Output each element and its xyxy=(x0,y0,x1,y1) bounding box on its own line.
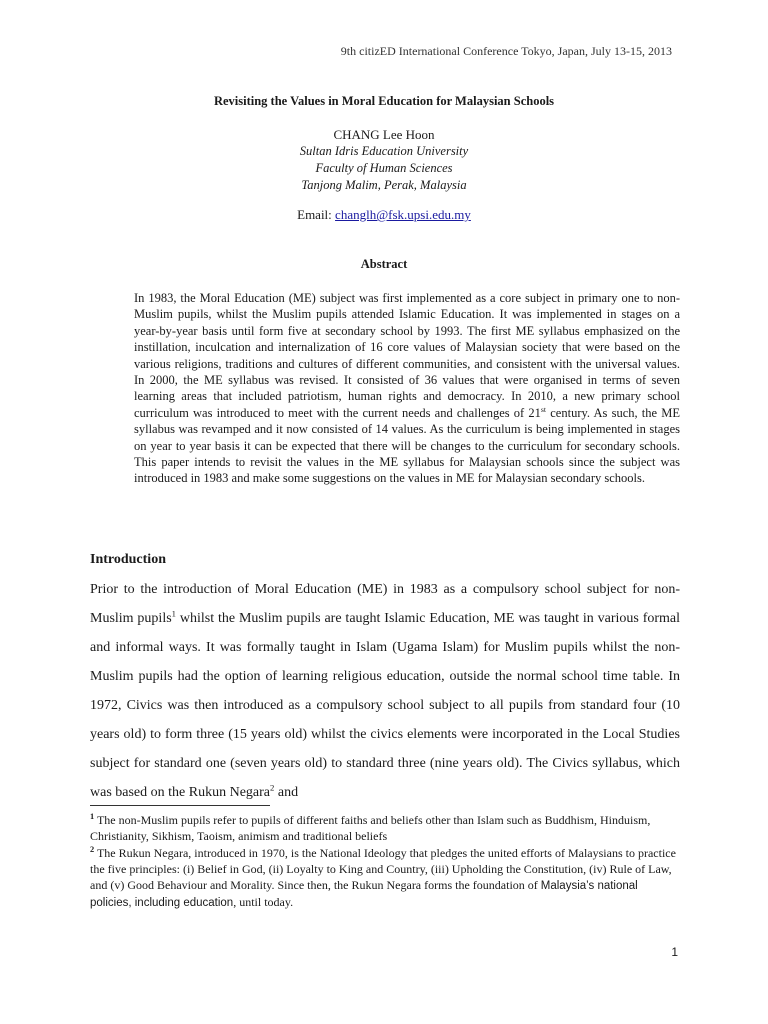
abstract-heading: Abstract xyxy=(360,257,408,271)
author-name: CHANG Lee Hoon xyxy=(333,127,435,142)
footnote-1-text: The non-Muslim pupils refer to pupils of different faiths and beliefs other than Islam such as Buddhism, Hinduism, Christianity, Sikhism, Taoism, animism and traditional beliefs xyxy=(90,813,651,844)
footnote-1 xyxy=(90,812,680,845)
email-link[interactable]: changlh@fsk.upsi.edu.my xyxy=(335,207,471,222)
affiliation-location: Tanjong Malim, Perak, Malaysia xyxy=(301,178,467,192)
author-block xyxy=(0,126,768,194)
email-line xyxy=(0,207,768,223)
footnote-ref-1[interactable]: 1 xyxy=(171,608,177,619)
introduction-heading: Introduction xyxy=(90,552,166,567)
email-label: Email: xyxy=(297,207,332,222)
abstract-text xyxy=(134,290,680,487)
footnotes xyxy=(90,812,680,912)
affiliation-university: Sultan Idris Education University xyxy=(299,144,469,158)
footnote-2-mark: 2 xyxy=(90,844,95,854)
introduction-text-part3: and xyxy=(274,785,299,800)
affiliation-faculty: Faculty of Human Sciences xyxy=(315,161,453,175)
paper-title: Revisiting the Values in Moral Education for Malaysian Schools xyxy=(213,94,555,108)
footnote-2-end: , until today. xyxy=(233,895,294,910)
footnote-2-text: The Rukun Negara, introduced in 1970, is the National Ideology that pledges the united efforts of Malaysians to practice the five principles: (i) Belief in God, (ii) Loyalty to King and Country, (iii) Upholding the Constitution, (iv) Rule of Law, and (v) Good Behaviour and Morality. Since then, the Rukun Negara forms the foundation of xyxy=(90,845,676,893)
introduction-text xyxy=(90,575,680,807)
abstract-text-part2: century. As such, the ME syllabus was revamped and it now consisted of 14 values. As the curriculum is being implemented in stages on year to year basis it can be expected that there will be changes to the curriculum for secondary schools. This paper intends to revisit the values in the ME syllabus for Malaysian schools since the subject was introduced in 1983 and make some suggestions on the values in ME for Malaysian secondary schools. xyxy=(134,405,681,486)
introduction-text-part1: Prior to the introduction of Moral Education (ME) in 1983 as a compulsory school subject for non-Muslim pupils xyxy=(90,582,680,626)
footnote-2 xyxy=(90,845,680,912)
page-number: 1 xyxy=(671,945,678,959)
footnote-2-tail: Malaysia’s national policies, including education xyxy=(90,880,638,910)
footnote-divider xyxy=(90,805,270,806)
footnote-ref-2[interactable]: 2 xyxy=(270,782,275,793)
abstract-text-part1: In 1983, the Moral Education (ME) subject was first implemented as a core subject in primary one to non-Muslim pupils, whilst the Muslim pupils attended Islamic Education. It was implemented in stages on a year-by-year basis until form five at secondary school by 1993. The first ME syllabus emphasized on the instillation, inculcation and internalization of 16 core values of Malaysian society that were based on the various religions, traditions and cultures of different communities, and consistent with the universal values. In 2000, the ME syllabus was revised. It consisted of 36 values that were organised in terms of seven learning areas that included patriotism, human rights and democracy. In 2010, a new primary school curriculum was introduced to meet with the current needs and challenges of 21 xyxy=(134,291,680,420)
ordinal-superscript: st xyxy=(540,404,547,414)
running-header: 9th citizED International Conference Tokyo, Japan, July 13-15, 2013 xyxy=(340,44,672,58)
footnote-1-mark: 1 xyxy=(90,812,95,821)
introduction-text-part2: whilst the Muslim pupils are taught Islamic Education, ME was taught in various formal and informal ways. It was formally taught in Islam (Ugama Islam) for Muslim pupils whilst the non-Muslim pupils had the option of learning religious education, outside the normal school time table. In 1972, Civics was then introduced as a compulsory school subject to all pupils from standard four (10 years old) to form three (15 years old) whilst the civics elements were incorporated in the Local Studies subject for standard one (seven years old) to standard three (nine years old). The Civics syllabus, which was based on the Rukun Negara xyxy=(90,611,681,800)
